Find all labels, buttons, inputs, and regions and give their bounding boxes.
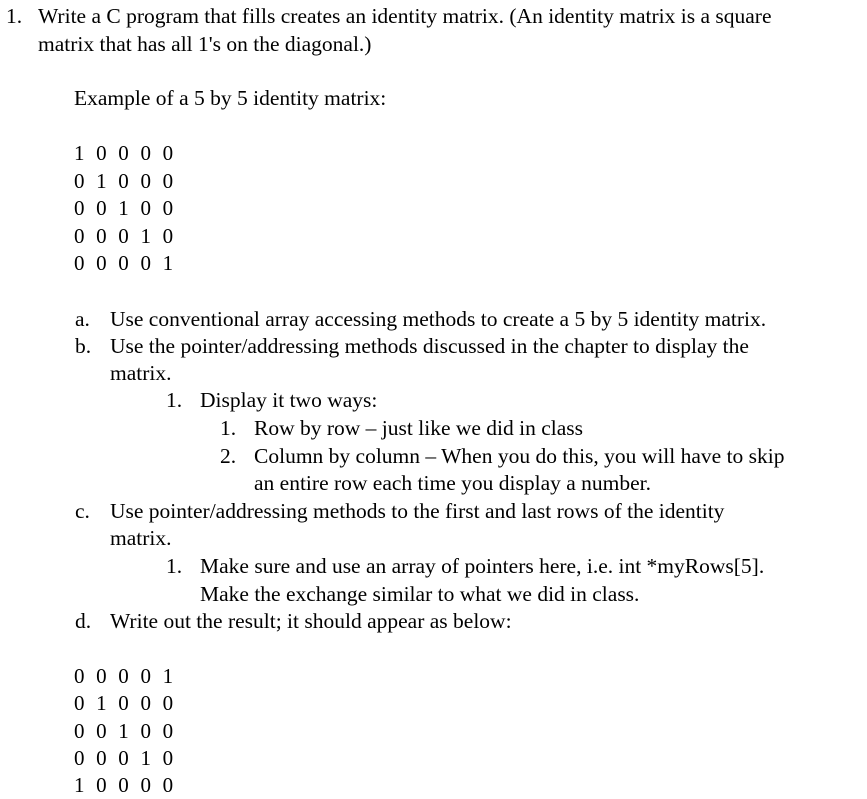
matrix-row: 0 0 0 1 0 bbox=[74, 746, 177, 770]
matrix-row: 0 0 0 0 1 bbox=[74, 251, 177, 275]
part-b-label: b. bbox=[75, 334, 92, 358]
part-c-text-line2: matrix. bbox=[110, 526, 172, 550]
part-a-text: Use conventional array accessing methods to create a 5 by 5 identity matrix. bbox=[110, 307, 767, 331]
part-b-text-line1: Use the pointer/addressing methods discussed in the chapter to display the bbox=[110, 334, 749, 358]
part-d-text: Write out the result; it should appear as below: bbox=[110, 609, 512, 633]
question-text-line2: matrix that has all 1's on the diagonal.) bbox=[38, 32, 372, 56]
part-a-label: a. bbox=[75, 307, 90, 331]
matrix-row: 0 1 0 0 0 bbox=[74, 691, 177, 715]
part-c-sub1-text-line2: Make the exchange similar to what we did in class. bbox=[200, 582, 640, 606]
question-number: 1. bbox=[6, 4, 23, 28]
matrix-row: 0 0 1 0 0 bbox=[74, 196, 177, 220]
part-b-subsub2-text-line1: Column by column – When you do this, you will have to skip bbox=[254, 444, 785, 468]
part-b-subsub2-label: 2. bbox=[220, 444, 237, 468]
matrix-row: 1 0 0 0 0 bbox=[74, 141, 177, 165]
part-b-subsub1-label: 1. bbox=[220, 416, 237, 440]
part-b-subsub1-text: Row by row – just like we did in class bbox=[254, 416, 584, 440]
part-c-text-line1: Use pointer/addressing methods to the first and last rows of the identity bbox=[110, 499, 725, 523]
matrix-row: 0 0 0 1 0 bbox=[74, 224, 177, 248]
part-b-sub1-label: 1. bbox=[166, 388, 183, 412]
part-c-sub1-label: 1. bbox=[166, 554, 183, 578]
matrix-row: 1 0 0 0 0 bbox=[74, 773, 177, 797]
part-b-text-line2: matrix. bbox=[110, 361, 172, 385]
matrix-row: 0 0 1 0 0 bbox=[74, 719, 177, 743]
question-text-line1: Write a C program that fills creates an identity matrix. (An identity matrix is a square bbox=[38, 4, 772, 28]
matrix-row: 0 1 0 0 0 bbox=[74, 169, 177, 193]
part-c-label: c. bbox=[75, 499, 90, 523]
example-heading: Example of a 5 by 5 identity matrix: bbox=[74, 86, 387, 110]
part-c-sub1-text-line1: Make sure and use an array of pointers here, i.e. int *myRows[5]. bbox=[200, 554, 765, 578]
part-d-label: d. bbox=[75, 609, 92, 633]
part-b-subsub2-text-line2: an entire row each time you display a number. bbox=[254, 471, 652, 495]
matrix-row: 0 0 0 0 1 bbox=[74, 664, 177, 688]
part-b-sub1-text: Display it two ways: bbox=[200, 388, 378, 412]
